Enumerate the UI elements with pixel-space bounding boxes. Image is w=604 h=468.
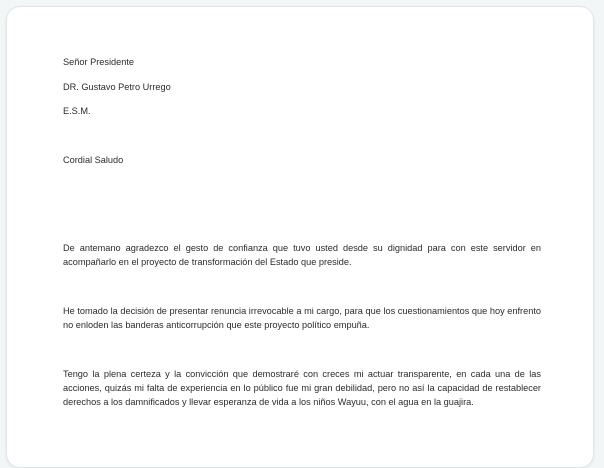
paragraph-3: Tengo la plena certeza y la convicción que demostraré con creces mi actuar transparente, en cada una de las acciones, quizás mi falta de experiencia en lo público fue mi gran debilidad, pero no así la capacidad de restablecer derechos a los damnificados y llevar esperanza de vida a los niños Wayuu, con el agua en la guajira. — [63, 369, 541, 407]
paragraph-1: De antemano agradezco el gesto de confianza que tuvo usted desde su dignidad para con este servidor en acompañarlo en el proyecto de transformación del Estado que preside. — [63, 243, 541, 267]
greeting: Cordial Saludo — [63, 155, 124, 165]
recipient-name: DR. Gustavo Petro Urrego — [63, 82, 171, 92]
recipient-title: Señor Presidente — [63, 57, 134, 67]
letter-page — [6, 6, 594, 468]
recipient-abbrev: E.S.M. — [63, 106, 91, 116]
paragraph-2: He tomado la decisión de presentar renuncia irrevocable a mi cargo, para que los cuestionamientos que hoy enfrento no enloden las banderas anticorrupción que este proyecto político empuña. — [63, 306, 541, 330]
